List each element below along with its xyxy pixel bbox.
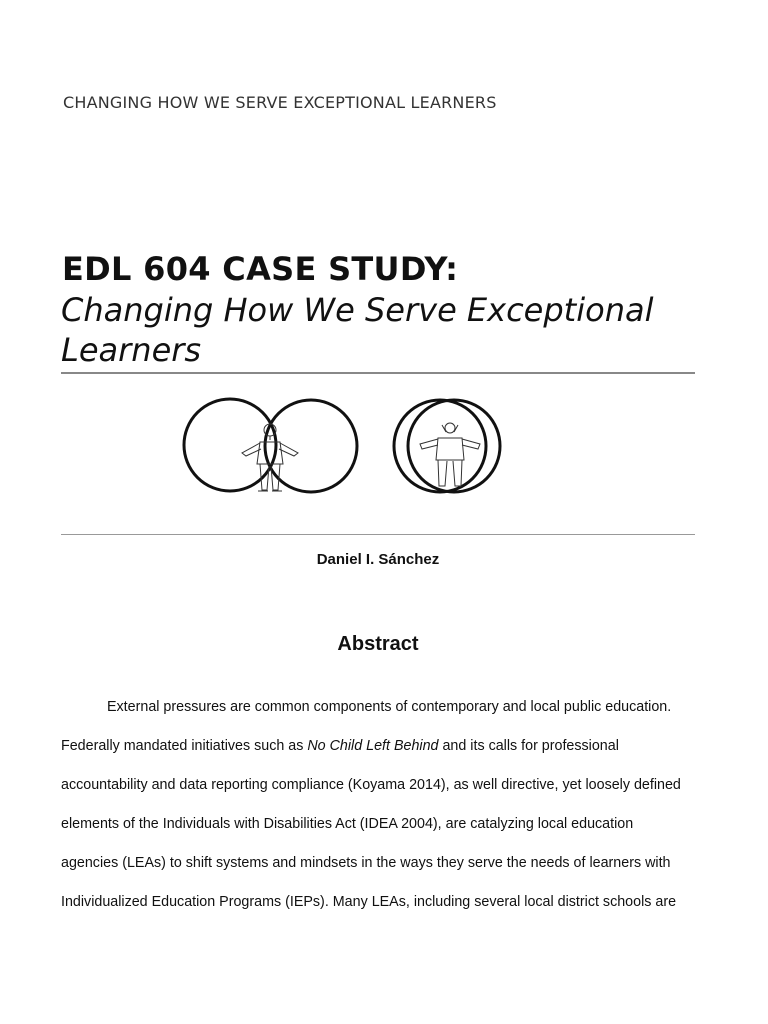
abstract-line-6: Individualized Education Programs (IEPs). Many LEAs, including several local district schools are xyxy=(61,894,677,910)
separated-circles xyxy=(184,399,357,492)
subtitle-line-2: Learners xyxy=(61,331,202,369)
title-divider xyxy=(61,372,695,374)
abstract-body xyxy=(61,688,701,922)
abstract-line-4: elements of the Individuals with Disabilities Act (IDEA 2004), are catalyzing local education xyxy=(61,816,634,832)
child-figure-right-icon xyxy=(420,423,480,486)
venn-figure-svg xyxy=(180,392,510,502)
abstract-line-2-italic: No Child Left Behind xyxy=(307,738,439,754)
abstract-line-5: agencies (LEAs) to shift systems and mindsets in the ways they serve the needs of learners with xyxy=(61,855,671,871)
abstract-heading: Abstract xyxy=(337,633,419,655)
overlapping-circles xyxy=(394,400,500,492)
figure-divider xyxy=(61,534,695,535)
child-figure-left-icon xyxy=(242,424,298,491)
running-header: CHANGING HOW WE SERVE EXCEPTIONAL LEARNERS xyxy=(63,93,497,112)
author-name: Daniel I. Sánchez xyxy=(316,551,440,568)
venn-figure-illustration xyxy=(180,392,510,506)
abstract-line-2-pre: Federally mandated initiatives such as xyxy=(61,738,308,754)
subtitle-line-1: Changing How We Serve Exceptional xyxy=(61,291,654,329)
document-subtitle xyxy=(61,290,721,370)
abstract-line-1: External pressures are common components of contemporary and local public education. xyxy=(107,699,672,715)
abstract-line-3: accountability and data reporting compliance (Koyama 2014), as well directive, yet loosely defined xyxy=(61,777,681,793)
abstract-line-2 xyxy=(61,727,701,766)
abstract-line-2-post: and its calls for professional xyxy=(438,738,619,754)
document-title: EDL 604 CASE STUDY: xyxy=(62,250,459,288)
